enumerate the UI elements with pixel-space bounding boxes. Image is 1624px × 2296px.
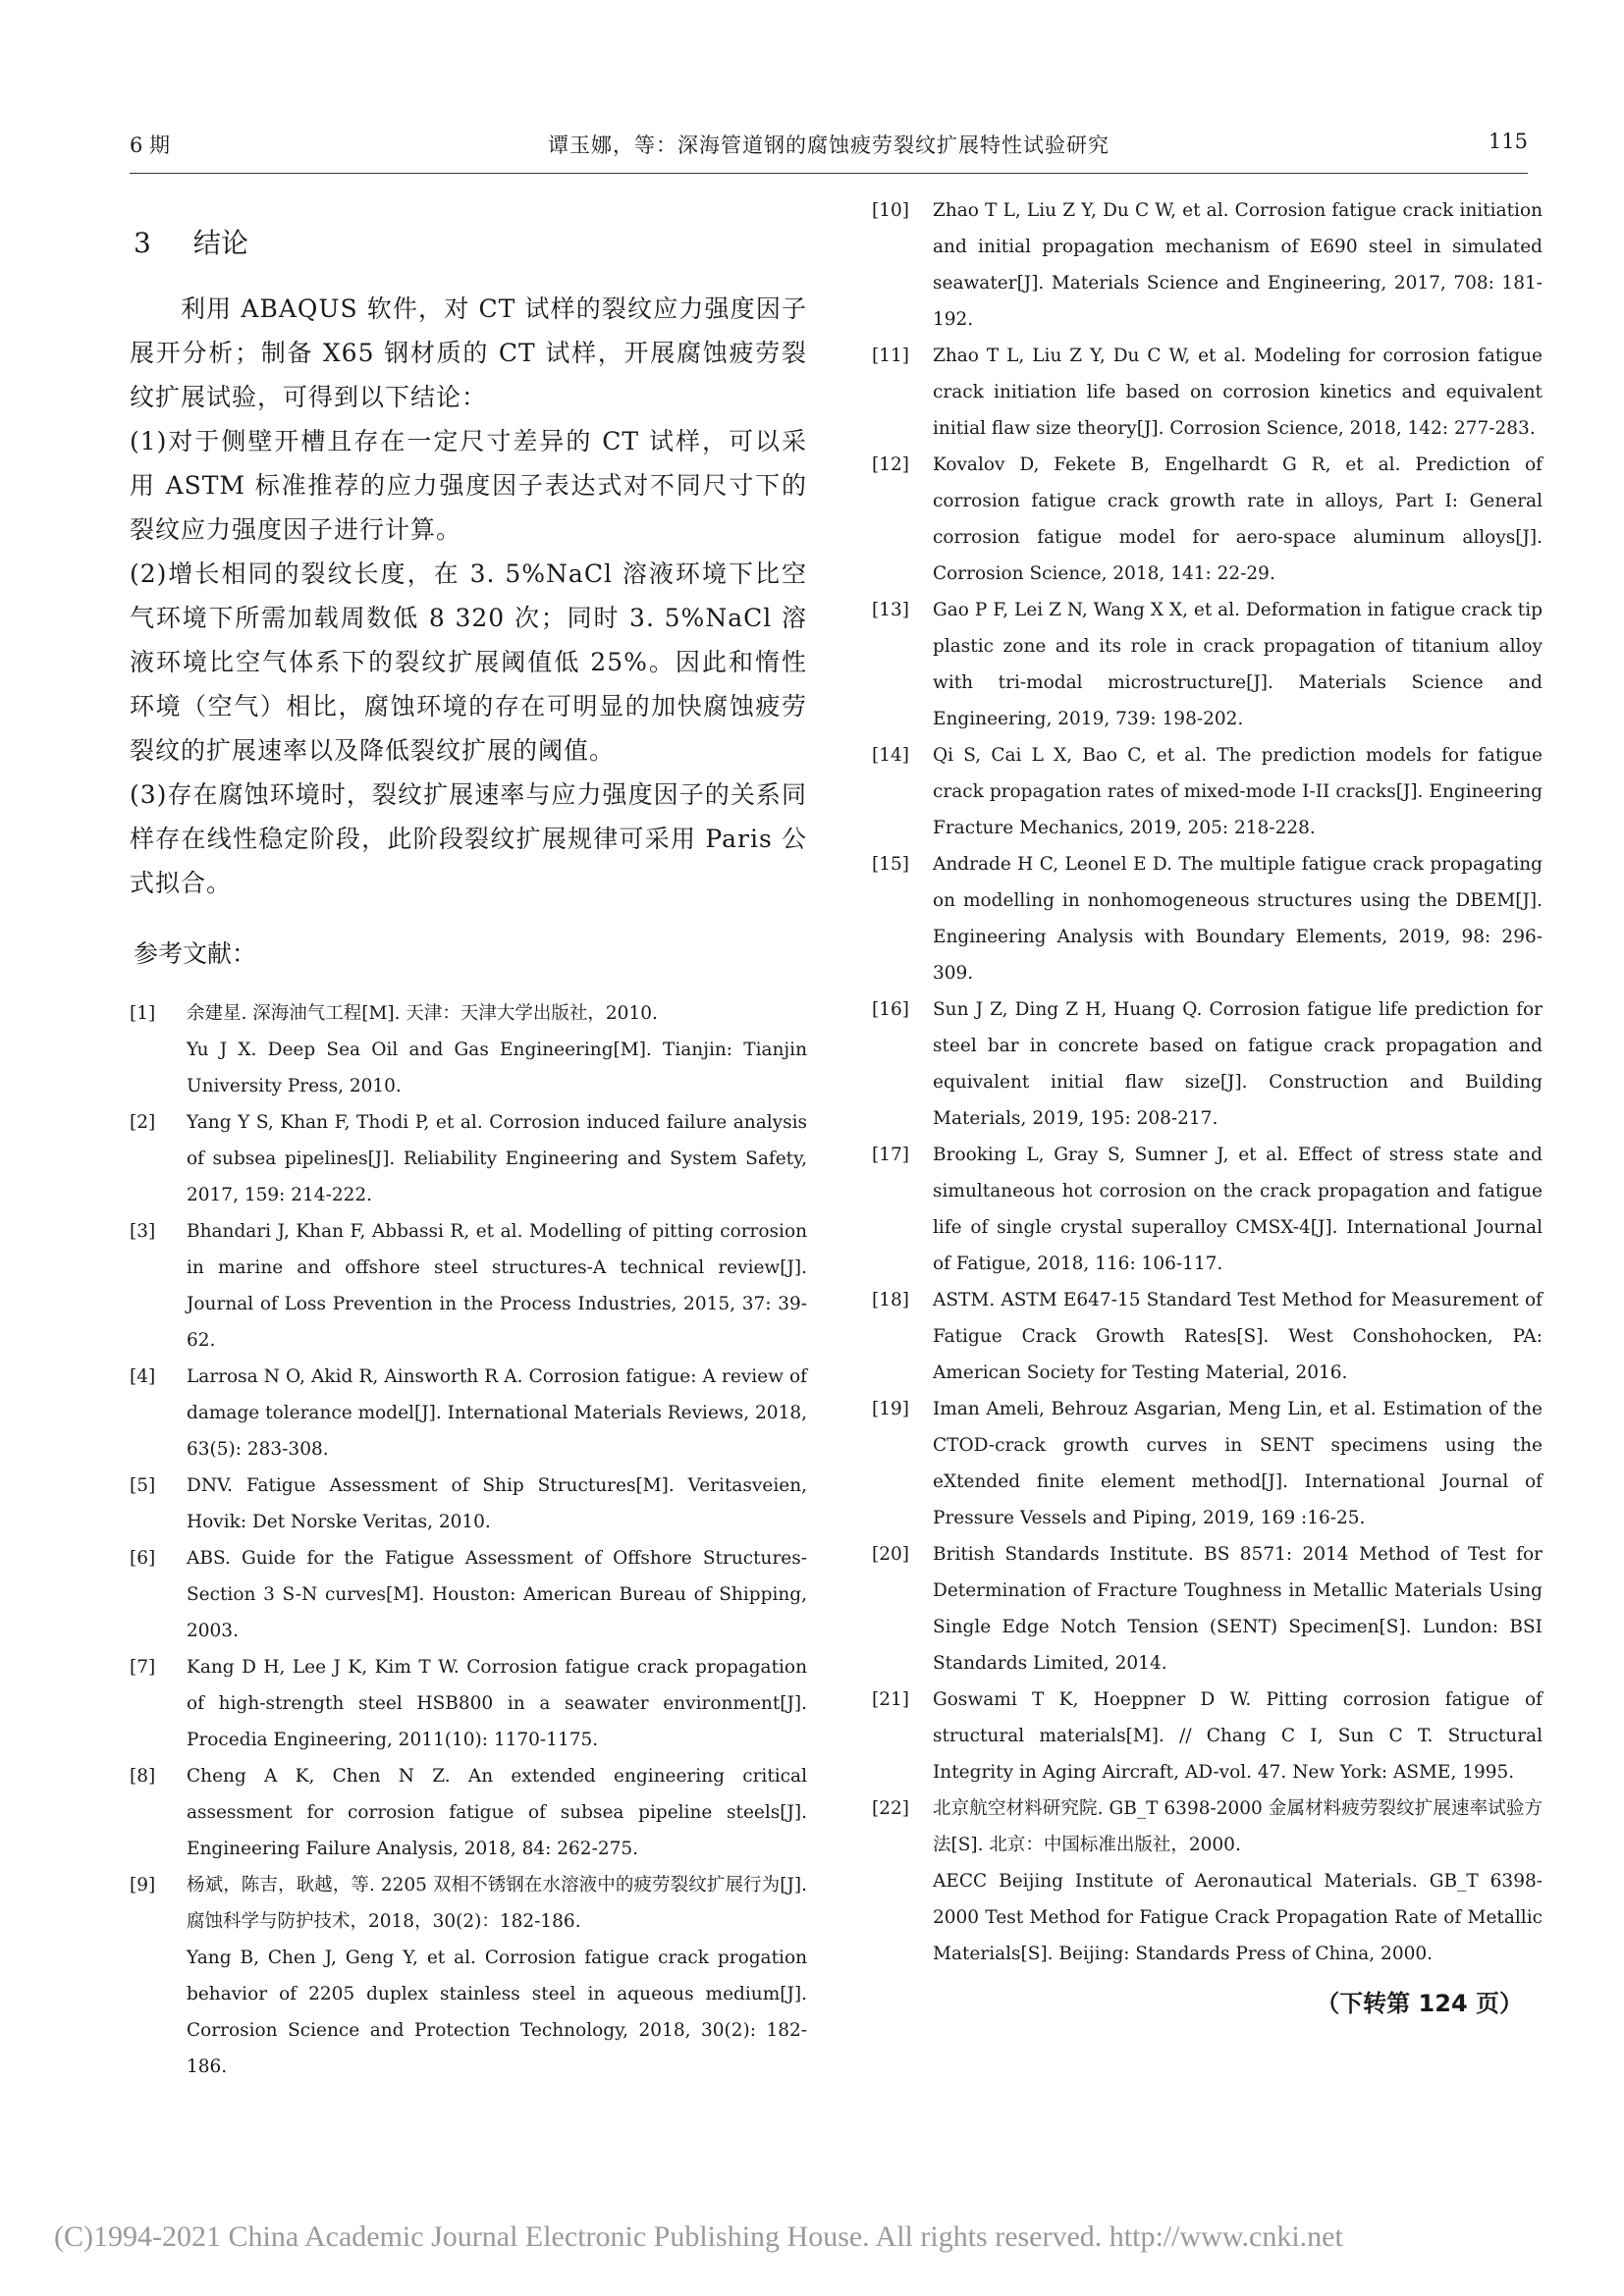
reference-number: [13] — [872, 600, 909, 620]
reference-number: [11] — [872, 346, 909, 366]
reference-text: Yang Y S, Khan F, Thodi P, et al. Corrosion induced failure analysis of subsea pipelines[J]. Reliability Engineering and System Safety, 2017, 159: 214-222. — [187, 1112, 807, 1205]
reference-text: Sun J Z, Ding Z H, Huang Q. Corrosion fatigue life prediction for steel bar in concrete based on fatigue crack propagation and equivalent initial flaw size[J]. Construction and Building Materials, 2019, 195: 208-217. — [933, 999, 1543, 1129]
reference-number: [22] — [872, 1798, 909, 1819]
reference-text: Iman Ameli, Behrouz Asgarian, Meng Lin, et al. Estimation of the CTOD-crack growth curves in SENT specimens using the eXtended finite element method[J]. International Journal of Pressure Vessels and Piping, 2019, 169 :16-25. — [933, 1399, 1543, 1528]
reference-number: [15] — [872, 854, 909, 875]
conclusion-point-2: (2)增长相同的裂纹长度，在 3. 5%NaCl 溶液环境下比空气环境下所需加载周数低 8 320 次；同时 3. 5%NaCl 溶液环境比空气体系下的裂纹扩展阈值低 25%。因此和惰性环境（空气）相比，腐蚀环境的存在可明显的加快腐蚀疲劳裂纹的扩展速率以及降低裂纹扩展的阈值。 — [130, 560, 807, 765]
reference-text: Brooking L, Gray S, Sumner J, et al. Effect of stress state and simultaneous hot corrosion on the crack propagation and fatigue life of single crystal superalloy CMSX-4[J]. International Journal of Fatigue, 2018, 116: 106-117. — [933, 1145, 1543, 1274]
reference-item — [130, 1468, 807, 1540]
reference-number: [7] — [130, 1657, 156, 1678]
reference-text: Andrade H C, Leonel E D. The multiple fatigue crack propagating on modelling in nonhomogeneous structures using the DBEM[J]. Engineering Analysis with Boundary Elements, 2019, 98: 296-309. — [933, 854, 1543, 984]
reference-number: [17] — [872, 1145, 909, 1165]
issue-number: 6 期 — [130, 133, 171, 157]
reference-item — [130, 1104, 807, 1213]
reference-text: DNV. Fatigue Assessment of Ship Structures[M]. Veritasveien, Hovik: Det Norske Veritas, 2010. — [187, 1475, 807, 1532]
reference-item — [872, 737, 1543, 846]
reference-text: Kovalov D, Fekete B, Engelhardt G R, et al. Prediction of corrosion fatigue crack growth rate in alloys, Part I: General corrosion fatigue model for aero-space aluminum alloys[J]. Corrosion Science, 2018, 141: 22-29. — [933, 454, 1543, 584]
reference-text: Larrosa N O, Akid R, Ainsworth R A. Corrosion fatigue: A review of damage tolerance model[J]. International Materials Reviews, 2018, 63(5): 283-308. — [187, 1366, 807, 1460]
reference-text: 北京航空材料研究院. GB_T 6398-2000 金属材料疲劳裂纹扩展速率试验方法[S]. 北京：中国标准出版社，2000. — [933, 1798, 1543, 1855]
conclusion-point-3: (3)存在腐蚀环境时，裂纹扩展速率与应力强度因子的关系同样存在线性稳定阶段，此阶段裂纹扩展规律可采用 Paris 公式拟合。 — [130, 780, 807, 897]
reference-number: [14] — [872, 745, 909, 766]
reference-number: [20] — [872, 1544, 909, 1565]
reference-item — [872, 592, 1543, 737]
reference-number: [9] — [130, 1875, 156, 1896]
header-rule — [130, 173, 1528, 174]
reference-item — [130, 1649, 807, 1758]
reference-item — [130, 1540, 807, 1649]
reference-item — [872, 447, 1543, 592]
reference-item — [872, 1682, 1543, 1790]
reference-number: [4] — [130, 1366, 156, 1387]
reference-text-english: Yang B, Chen J, Geng Y, et al. Corrosion fatigue crack progation behavior of 2205 duplex stainless steel in aqueous medium[J]. Corrosion Science and Protection Technology, 2018, 30(2): 182-186. — [187, 1948, 807, 2077]
reference-item — [872, 192, 1543, 338]
reference-text: Zhao T L, Liu Z Y, Du C W, et al. Corrosion fatigue crack initiation and initial propagation mechanism of E690 steel in simulated seawater[J]. Materials Science and Engineering, 2017, 708: 181-192. — [933, 200, 1543, 330]
reference-item — [872, 846, 1543, 991]
reference-text: Bhandari J, Khan F, Abbassi R, et al. Modelling of pitting corrosion in marine and offshore steel structures-A technical review[J]. Journal of Loss Prevention in the Process Industries, 2015, 37: 39-62. — [187, 1221, 807, 1351]
reference-number: [3] — [130, 1221, 156, 1242]
reference-number: [10] — [872, 200, 909, 221]
section-title: 结论 — [192, 227, 248, 259]
reference-text-english: AECC Beijing Institute of Aeronautical Materials. GB_T 6398-2000 Test Method for Fatigue Crack Propagation Rate of Metallic Materials[S]. Beijing: Standards Press of China, 2000. — [933, 1871, 1543, 1964]
section-number: 3 — [134, 227, 151, 259]
reference-item — [872, 1790, 1543, 1972]
right-column — [872, 192, 1543, 2018]
reference-number: [6] — [130, 1548, 156, 1569]
reference-text: ASTM. ASTM E647-15 Standard Test Method for Measurement of Fatigue Crack Growth Rates[S]. West Conshohocken, PA: American Society for Testing Material, 2016. — [933, 1290, 1543, 1383]
reference-number: [5] — [130, 1475, 156, 1496]
reference-item — [872, 1391, 1543, 1536]
reference-item — [872, 1536, 1543, 1682]
reference-text: Kang D H, Lee J K, Kim T W. Corrosion fatigue crack propagation of high-strength steel HSB800 in a seawater environment[J]. Procedia Engineering, 2011(10): 1170-1175. — [187, 1657, 807, 1750]
reference-text: Gao P F, Lei Z N, Wang X X, et al. Deformation in fatigue crack tip plastic zone and its role in crack propagation of titanium alloy with tri-modal microstructure[J]. Materials Science and Engineering, 2019, 739: 198-202. — [933, 600, 1543, 729]
running-header — [130, 130, 1528, 169]
copyright-footer: (C)1994-2021 China Academic Journal Electronic Publishing House. All rights reserved. http://www.cnki.net — [54, 2220, 1343, 2253]
reference-item — [872, 991, 1543, 1137]
conclusion-point-1: (1)对于侧壁开槽且存在一定尺寸差异的 CT 试样，可以采用 ASTM 标准推荐的应力强度因子表达式对不同尺寸下的裂纹应力强度因子进行计算。 — [130, 427, 807, 544]
reference-item — [872, 1137, 1543, 1282]
reference-number: [2] — [130, 1112, 156, 1133]
reference-item — [130, 1758, 807, 1867]
conclusion-intro: 利用 ABAQUS 软件，对 CT 试样的裂纹应力强度因子展开分析；制备 X65 钢材质的 CT 试样，开展腐蚀疲劳裂纹扩展试验，可得到以下结论： — [130, 294, 807, 411]
reference-text: Qi S, Cai L X, Bao C, et al. The prediction models for fatigue crack propagation rates of mixed-mode I-II cracks[J]. Engineering Fracture Mechanics, 2019, 205: 218-228. — [933, 745, 1543, 838]
reference-number: [1] — [130, 1003, 156, 1024]
reference-item — [872, 1282, 1543, 1391]
section-heading — [134, 222, 807, 261]
reference-item — [130, 995, 807, 1104]
reference-item — [130, 1359, 807, 1468]
references-heading: 参考文献： — [134, 939, 257, 968]
reference-text: Zhao T L, Liu Z Y, Du C W, et al. Modeling for corrosion fatigue crack initiation life based on corrosion kinetics and equivalent initial flaw size theory[J]. Corrosion Science, 2018, 142: 277-283. — [933, 346, 1543, 439]
reference-text: 余建星. 深海油气工程[M]. 天津：天津大学出版社，2010. — [187, 1003, 658, 1024]
reference-text: Cheng A K, Chen N Z. An extended engineering critical assessment for corrosion fatigue of subsea pipeline steels[J]. Engineering Failure Analysis, 2018, 84: 262-275. — [187, 1766, 807, 1859]
reference-number: [8] — [130, 1766, 156, 1787]
reference-text-english: Yu J X. Deep Sea Oil and Gas Engineering[M]. Tianjin: Tianjin University Press, 2010. — [187, 1040, 807, 1096]
left-column — [130, 206, 807, 2085]
continued-note: （下转第 124 页） — [1316, 1990, 1523, 2017]
reference-number: [12] — [872, 454, 909, 475]
reference-number: [21] — [872, 1689, 909, 1710]
reference-text: Goswami T K, Hoeppner D W. Pitting corrosion fatigue of structural materials[M]. // Chang C I, Sun C T. Structural Integrity in Aging Aircraft, AD-vol. 47. New York: ASME, 1995. — [933, 1689, 1543, 1783]
running-title: 谭玉娜，等：深海管道钢的腐蚀疲劳裂纹扩展特性试验研究 — [548, 133, 1110, 157]
page-number: 115 — [1488, 130, 1528, 153]
reference-item — [130, 1213, 807, 1359]
reference-item — [872, 338, 1543, 447]
reference-text: British Standards Institute. BS 8571: 2014 Method of Test for Determination of Fracture Toughness in Metallic Materials Using Single Edge Notch Tension (SENT) Specimen[S]. Lundon: BSI Standards Limited, 2014. — [933, 1544, 1543, 1674]
reference-number: [19] — [872, 1399, 909, 1419]
reference-text: ABS. Guide for the Fatigue Assessment of Offshore Structures-Section 3 S-N curves[M]. Houston: American Bureau of Shipping, 2003. — [187, 1548, 807, 1641]
reference-text: 杨斌，陈吉，耿越，等. 2205 双相不锈钢在水溶液中的疲劳裂纹扩展行为[J]. 腐蚀科学与防护技术，2018，30(2)：182-186. — [187, 1875, 807, 1932]
reference-number: [18] — [872, 1290, 909, 1310]
reference-number: [16] — [872, 999, 909, 1020]
reference-item — [130, 1867, 807, 2085]
